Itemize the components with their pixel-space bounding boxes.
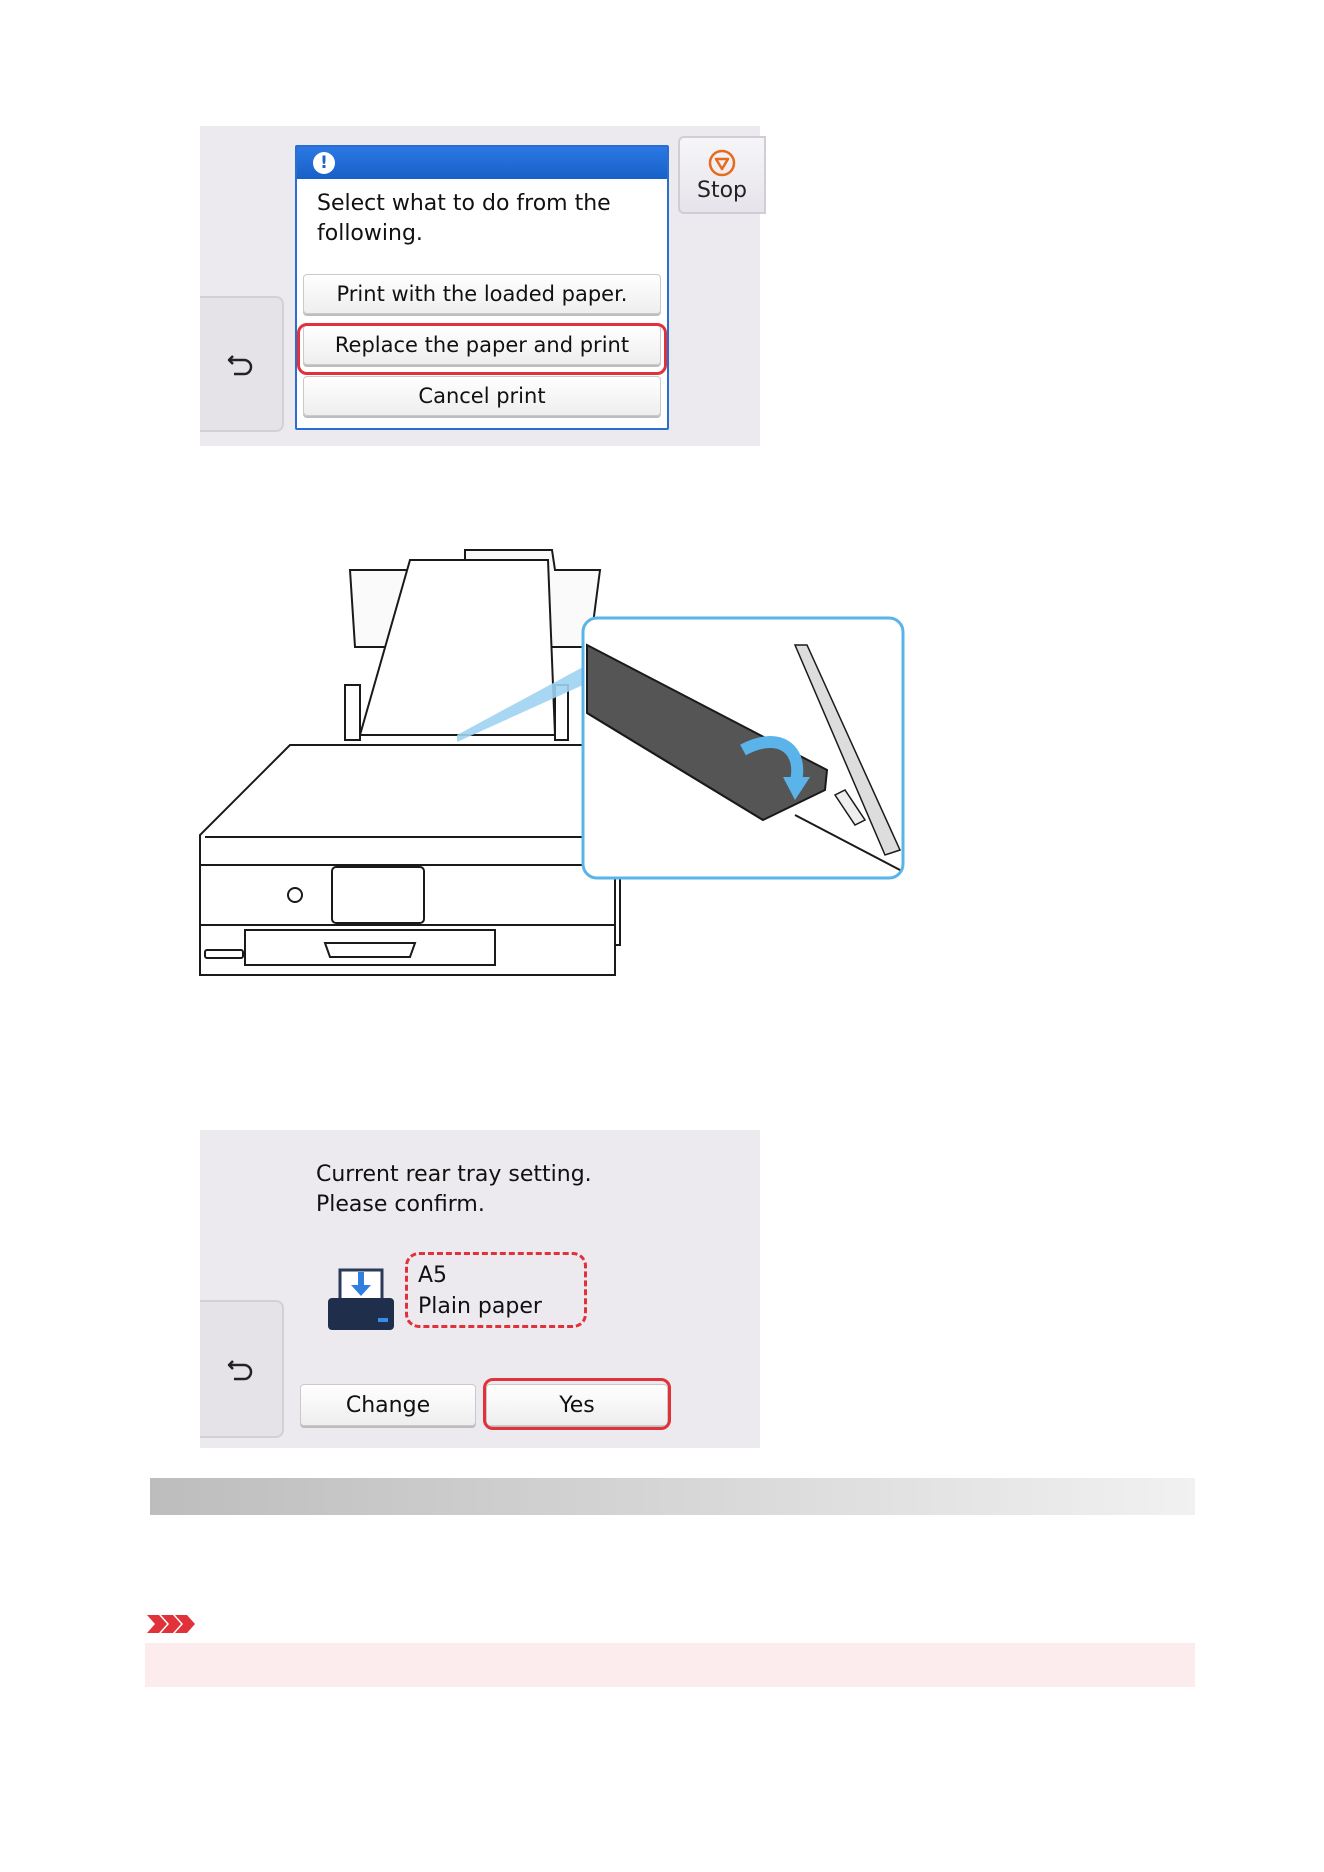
back-arrow-icon bbox=[227, 352, 255, 376]
highlight-ring bbox=[297, 323, 667, 375]
confirm-message-line1: Current rear tray setting. bbox=[316, 1162, 592, 1187]
back-button[interactable] bbox=[200, 1300, 284, 1438]
rear-tray-icon bbox=[324, 1268, 396, 1332]
stop-label: Stop bbox=[696, 177, 747, 203]
yes-button[interactable]: Yes bbox=[486, 1384, 668, 1426]
paper-type: Plain paper bbox=[418, 1294, 542, 1319]
paper-size: A5 bbox=[418, 1263, 448, 1288]
confirmation-dialog bbox=[295, 145, 669, 430]
stop-button[interactable] bbox=[678, 136, 766, 214]
back-button[interactable] bbox=[200, 296, 284, 432]
dialog-header bbox=[297, 147, 667, 179]
yes-highlight-ring bbox=[483, 1378, 671, 1430]
replace-paper-and-print-button[interactable]: Replace the paper and print bbox=[303, 325, 661, 365]
touchscreen-dialog-screen bbox=[200, 126, 760, 446]
cancel-print-button[interactable]: Cancel print bbox=[303, 376, 661, 416]
important-note-box bbox=[145, 1643, 1195, 1687]
important-chevrons-icon bbox=[145, 1612, 199, 1636]
exclamation-icon: ! bbox=[313, 152, 335, 174]
confirm-message-line2: Please confirm. bbox=[316, 1192, 485, 1217]
change-button[interactable]: Change bbox=[300, 1384, 476, 1426]
print-with-loaded-paper-button[interactable]: Print with the loaded paper. bbox=[303, 274, 661, 314]
paper-setting bbox=[418, 1260, 542, 1322]
rear-tray-setting-screen bbox=[200, 1130, 760, 1448]
confirm-message bbox=[316, 1160, 592, 1220]
stop-icon bbox=[707, 148, 737, 178]
back-arrow-icon bbox=[227, 1357, 255, 1381]
section-heading-bar bbox=[150, 1478, 1195, 1515]
printer-rear-tray-illustration bbox=[195, 545, 995, 995]
dialog-message: Select what to do from the following. bbox=[317, 191, 611, 246]
